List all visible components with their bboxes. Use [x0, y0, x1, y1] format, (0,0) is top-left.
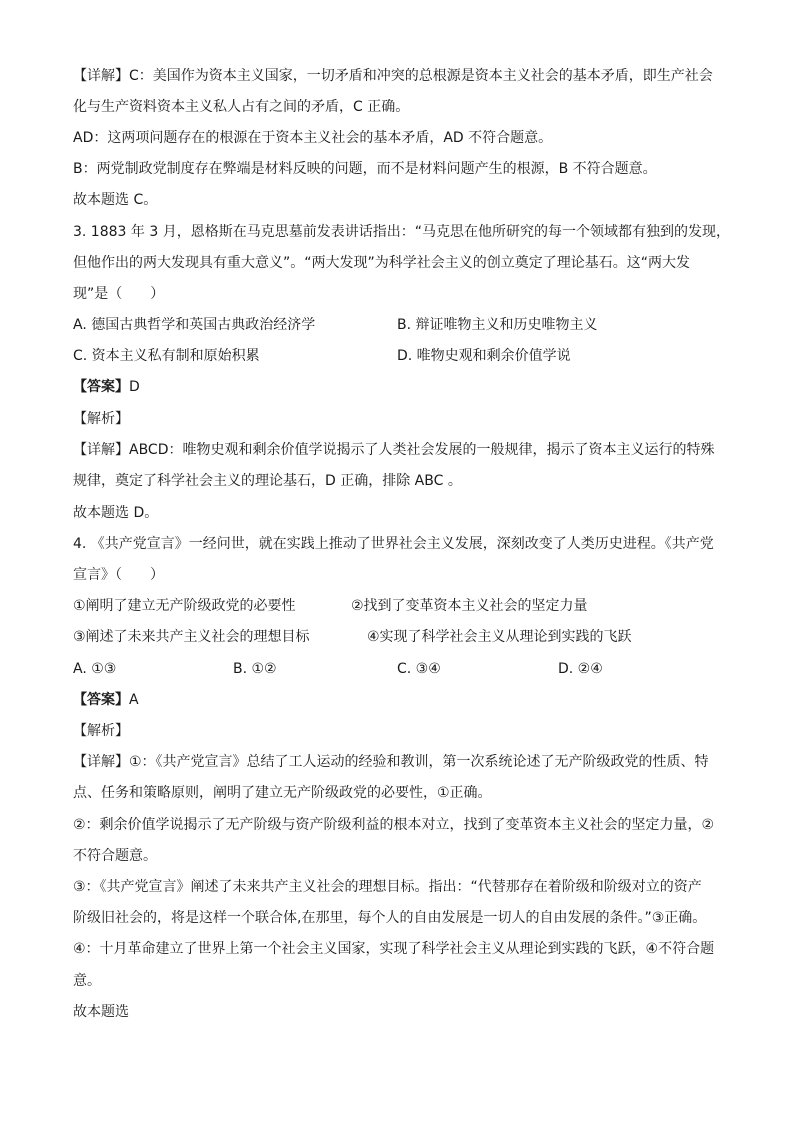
answer-value: D [129, 379, 140, 395]
q4-stem: 宣言》（ ） [73, 567, 164, 583]
answer-value: A [129, 692, 139, 708]
q3-option-d: D. 唯物史观和剩余价值学说 [397, 348, 571, 364]
q4-item-3: ③阐述了未来共产主义社会的理想目标 [73, 629, 310, 645]
q4-detail: ④：十月革命建立了世界上第一个社会主义国家，实现了科学社会主义从理论到实践的飞跃，④不符合题 [73, 941, 715, 957]
answer-tag: 【答案】 [73, 692, 129, 708]
q3-answer [73, 377, 140, 397]
q4-analysis-tag: 【解析】 [73, 723, 129, 739]
q4-detail: 点、任务和策略原则，阐明了建立无产阶级政党的必要性，①正确。 [73, 785, 492, 801]
q4-item-4: ④实现了科学社会主义从理论到实践的飞跃 [367, 629, 632, 645]
answer-tag: 【答案】 [73, 379, 129, 395]
q4-detail: 阶级旧社会的，将是这样一个联合体,在那里，每个人的自由发展是一切人的自由发展的条件。”③正确。 [73, 910, 707, 926]
q3-analysis-tag: 【解析】 [73, 411, 129, 427]
q3-option-c: C. 资本主义私有制和原始积累 [73, 348, 260, 364]
q3-conclusion: 故本题选 D。 [73, 505, 159, 521]
q4-option-c: C. ③④ [397, 661, 441, 677]
q3-detail: 【详解】ABCD：唯物史观和剩余价值学说揭示了人类社会发展的一般规律，揭示了资本主义运行的特殊 [73, 442, 715, 458]
q4-option-a: A. ①③ [73, 661, 117, 677]
q4-detail: 【详解】①：《共产党宣言》总结了工人运动的经验和教训，第一次系统论述了无产阶级政党的性质、特 [73, 754, 709, 770]
q3-stem: 3. 1883 年 3 月，恩格斯在马克思墓前发表讲话指出：“马克思在他所研究的每一个领域都有独到的发现， [73, 224, 730, 240]
q4-answer [73, 690, 139, 710]
q4-detail: 意。 [73, 973, 101, 989]
q2-conclusion: 故本题选 C。 [73, 192, 158, 208]
q2-detail-line: B：两党制政党制度存在弊端是材料反映的问题，而不是材料问题产生的根源，B 不符合题意。 [73, 161, 657, 177]
q4-detail: ②：剩余价值学说揭示了无产阶级与资产阶级利益的根本对立，找到了变革资本主义社会的坚定力量，② [73, 817, 715, 833]
q4-conclusion: 故本题选 [73, 1004, 129, 1020]
q4-detail: 不符合题意。 [73, 848, 157, 864]
q2-detail-line: 【详解】C：美国作为资本主义国家，一切矛盾和冲突的总根源是资本主义社会的基本矛盾，即生产社会 [73, 68, 713, 84]
q2-detail-line: AD：这两项问题存在的根源在于资本主义社会的基本矛盾，AD 不符合题意。 [73, 130, 553, 146]
q3-option-b: B. 辩证唯物主义和历史唯物主义 [397, 317, 598, 333]
q3-option-a: A. 德国古典哲学和英国古典政治经济学 [73, 317, 316, 333]
q4-option-b: B. ①② [233, 661, 277, 677]
q3-detail: 规律，奠定了科学社会主义的理论基石，D 正确，排除 ABC 。 [73, 473, 462, 489]
q4-detail: ③：《共产党宣言》阐述了未来共产主义社会的理想目标。指出：“代替那存在着阶级和阶级对立的资产 [73, 879, 702, 895]
q4-stem: 4. 《共产党宣言》一经问世，就在实践上推动了世界社会主义发展，深刻改变了人类历史进程。《共产党 [73, 536, 714, 552]
q4-item-2: ②找到了变革资本主义社会的坚定力量 [351, 598, 588, 614]
q2-detail-line: 化与生产资料资本主义私人占有之间的矛盾，C 正确。 [73, 99, 410, 115]
q4-option-d: D. ②④ [558, 661, 603, 677]
q3-stem: 现”是（ ） [73, 286, 165, 302]
q3-stem: 但他作出的两大发现具有重大意义”。“两大发现”为科学社会主义的创立奠定了理论基石。这“两大发 [73, 255, 691, 271]
q4-item-1: ①阐明了建立无产阶级政党的必要性 [73, 598, 296, 614]
